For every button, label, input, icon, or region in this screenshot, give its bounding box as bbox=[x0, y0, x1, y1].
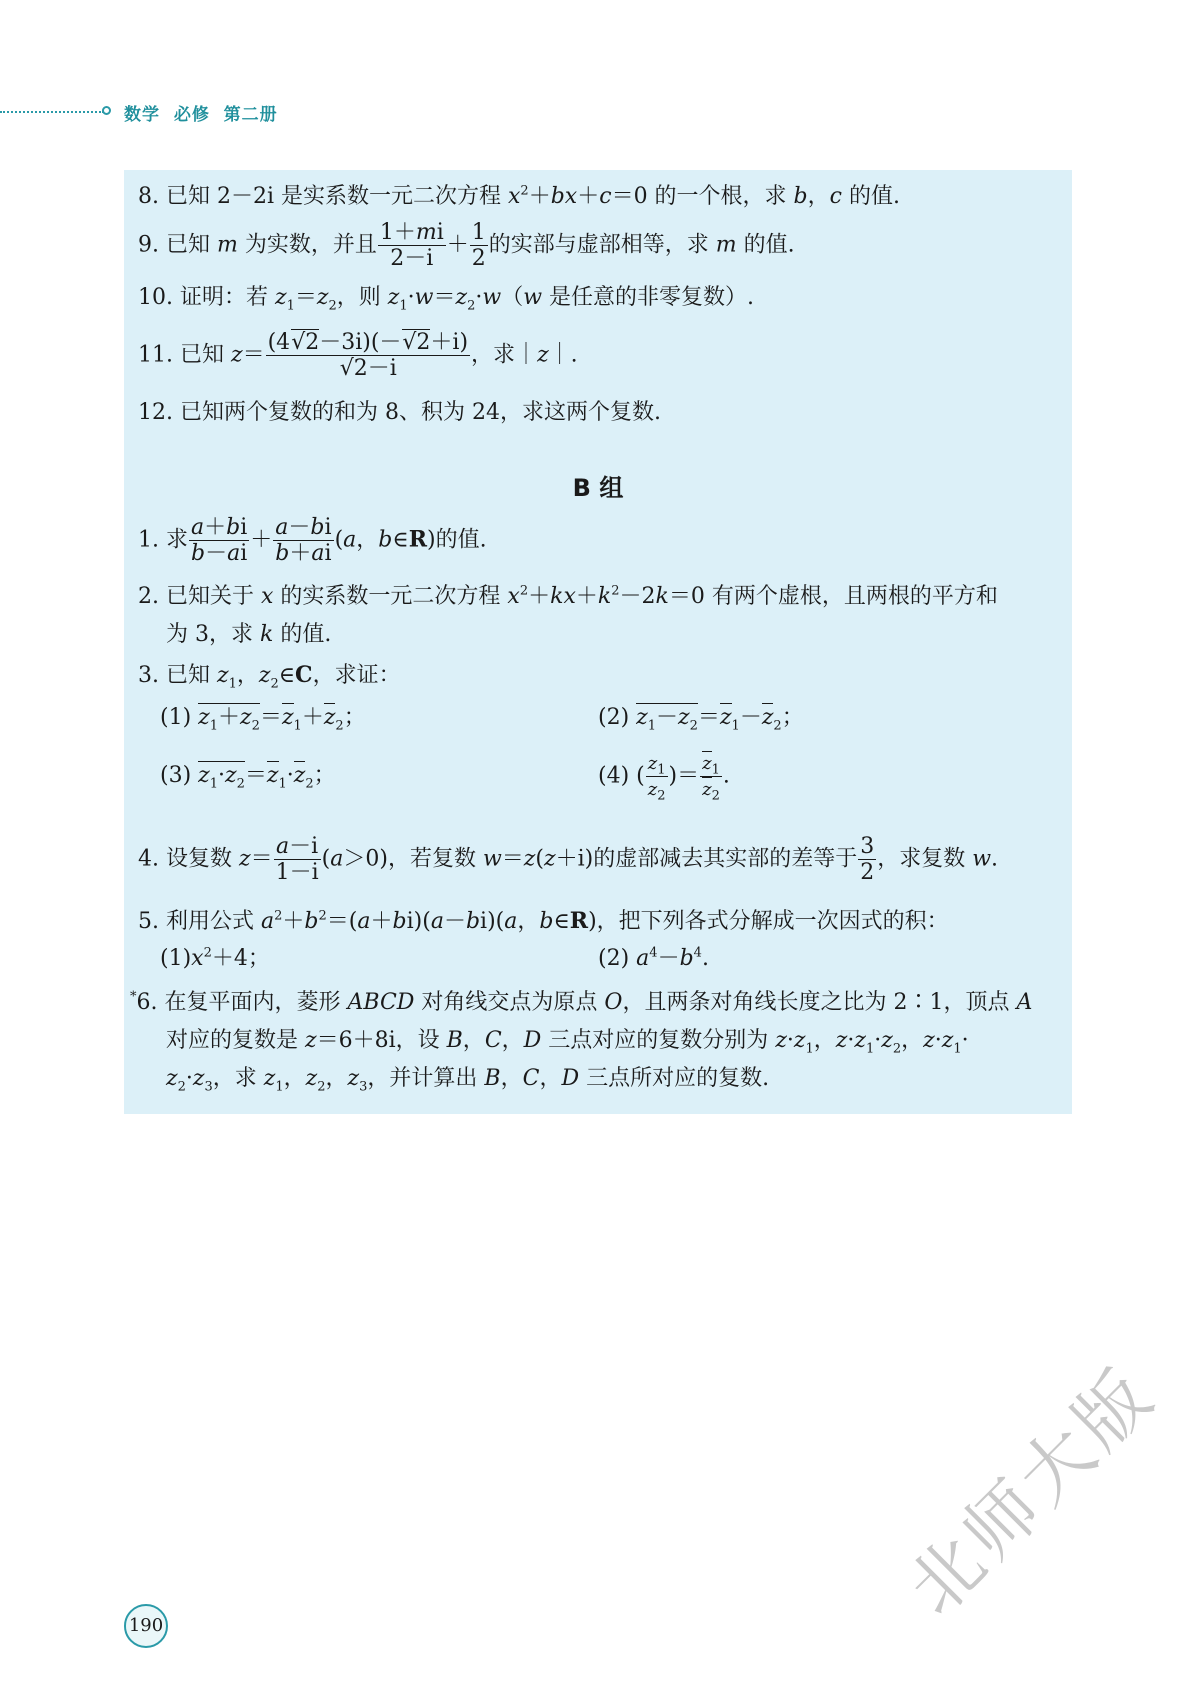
exercise-b4: 4. 设复数 z＝ $\frac{a-i}{1-i}$ (a＞0)，若复数 w＝z(z＋i)的虚部减去其实部的差等于 $\frac{3}{2}$ ，求复数 w. bbox=[138, 834, 999, 885]
exercise-a8: 8. 已知 2－2i 是实系数一元二次方程 $x^2+bx+c=0$ 的一个根，求 b，c 的值. bbox=[138, 183, 900, 209]
exercise-panel bbox=[124, 170, 1072, 1114]
exercise-b2-line2: 为 3，求 k 的值. bbox=[166, 622, 332, 647]
exercise-a9: 9. 已知 m 为实数，并且 $\frac{1+mi}{2-i}$ ＋ $\frac{1}{2}$ 的实部与虚部相等，求 m 的值. bbox=[138, 220, 795, 271]
page-number: 190 bbox=[124, 1604, 168, 1648]
exercise-b6-line3: $z_2\cdot z_3$，求 $z_1$，$z_2$，$z_3$，并计算出 B，C，D 三点所对应的复数. bbox=[166, 1066, 770, 1095]
exercise-b5: 5. 利用公式 $a^2+b^2=(a+bi)(a-bi)(a$，b∈R)，把下列各式分解成一次因式的积： bbox=[138, 908, 949, 934]
exercise-b3-2: (2) $z_1-z_2=z_1-z_2$； bbox=[598, 705, 804, 734]
exercise-a12: 12. 已知两个复数的和为 8、积为 24，求这两个复数. bbox=[138, 400, 661, 425]
exercise-b2-line1: 2. 已知关于 x 的实系数一元二次方程 $x^2+kx+k^2-2k=0$ 有两个虚根，且两根的平方和 bbox=[138, 583, 998, 609]
exercise-b3-1: (1) $z_1+z_2=z_1+z_2$； bbox=[160, 705, 366, 734]
exercise-b3-4: (4) ( $\frac{z_1}{z_2}$ )＝ $\frac{z_1}{z_2}$ . bbox=[598, 753, 730, 804]
book-title: 数学 必修 第二册 bbox=[124, 105, 278, 125]
publisher-watermark: 北师大版 bbox=[891, 1350, 1172, 1631]
exercise-b3-3: (3) $z_1\cdot z_2=z_1\cdot z_2$； bbox=[160, 763, 336, 792]
exercise-b5-1: $(1)x^2+4$； bbox=[160, 945, 270, 971]
group-b-title: B 组 bbox=[572, 474, 624, 502]
header-rule bbox=[0, 111, 104, 113]
exercise-b3: 3. 已知 $z_1$，$z_2\in C$，求证： bbox=[138, 662, 401, 692]
header-dot-icon bbox=[102, 106, 111, 115]
exercise-b5-2: (2) $a^4-b^4$. bbox=[598, 945, 709, 971]
exercise-b1: 1. 求 $\frac{a+bi}{b-ai}$ ＋ $\frac{a-bi}{b+ai}$ (a，b∈R)的值. bbox=[138, 515, 487, 566]
exercise-a11: 11. 已知 z＝ $\frac{(4√2-3i)(-√2+i)}{√2-i}$ ，求｜z｜. bbox=[138, 330, 578, 381]
exercise-b6-line1: *6. 在复平面内，菱形 ABCD 对角线交点为原点 O，且两条对角线长度之比为 2∶1，顶点 A bbox=[130, 989, 1033, 1015]
exercise-b6-line2: 对应的复数是 z＝6＋8i，设 B，C，D 三点对应的复数分别为 $z\cdot z_1$，$z\cdot z_1\cdot z_2$，$z\cdot z_1\cdot$ bbox=[166, 1028, 969, 1057]
exercise-a10: 10. 证明：若 $z_1=z_2$，则 $z_1\cdot w=z_2\cdot w(w$ 是任意的非零复数）. bbox=[138, 285, 755, 314]
